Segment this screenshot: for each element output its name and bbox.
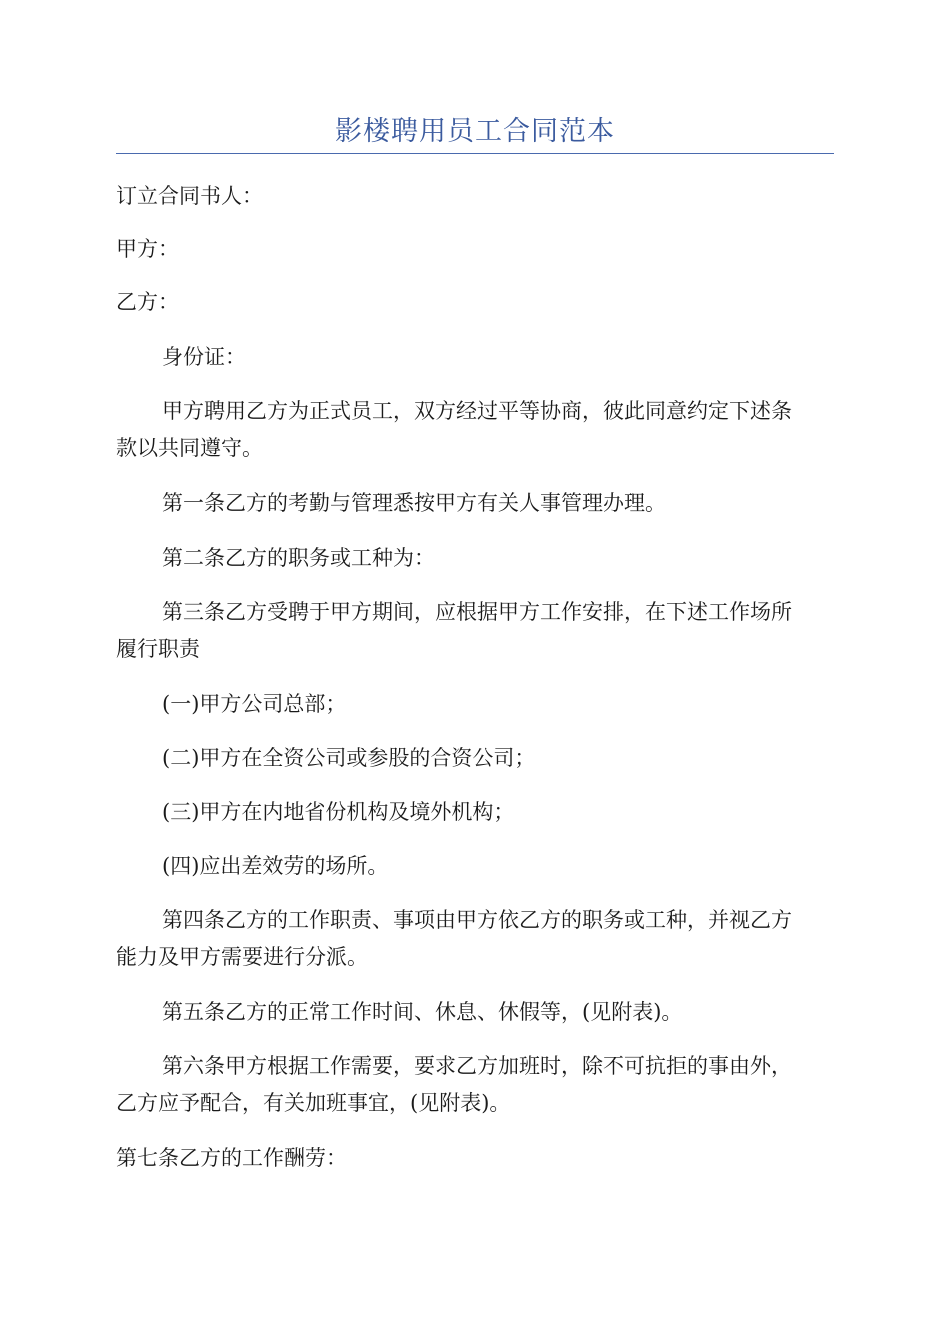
paragraph-line: 第七条乙方的工作酬劳： <box>116 1146 347 1170</box>
paragraph-line: 甲方： <box>116 237 179 261</box>
paragraph-line: 能力及甲方需要进行分派。 <box>116 945 368 969</box>
list-item-3 <box>116 794 836 831</box>
paragraph-article-4 <box>116 902 836 976</box>
paragraph-line: (四)应出差效劳的场所。 <box>162 854 389 878</box>
paragraph-article-1 <box>116 485 836 522</box>
paragraph-line: 第四条乙方的工作职责、事项由甲方依乙方的职务或工种，并视乙方 <box>162 908 792 932</box>
paragraph-line: 第二条乙方的职务或工种为： <box>162 546 435 570</box>
paragraph-article-3 <box>116 594 836 668</box>
paragraph-line: (一)甲方公司总部； <box>162 692 347 716</box>
paragraph-line: 订立合同书人： <box>116 184 263 208</box>
document-title: 影楼聘用员工合同范本 <box>335 116 615 147</box>
paragraph-article-6 <box>116 1048 836 1122</box>
list-item-1 <box>116 686 836 723</box>
paragraph-line: (二)甲方在全资公司或参股的合资公司； <box>162 746 536 770</box>
paragraph-preamble <box>116 393 836 467</box>
list-item-2 <box>116 740 836 777</box>
paragraph-line: 身份证： <box>162 345 246 369</box>
title-underline <box>116 153 834 154</box>
paragraph-line: 第三条乙方受聘于甲方期间，应根据甲方工作安排，在下述工作场所 <box>162 600 792 624</box>
paragraph-article-7 <box>116 1140 836 1177</box>
paragraph-line: 乙方： <box>116 290 179 314</box>
paragraph-contract-parties <box>116 178 836 215</box>
paragraph-line: 乙方应予配合，有关加班事宜，(见附表)。 <box>116 1091 511 1115</box>
paragraph-party-b <box>116 284 836 321</box>
paragraph-article-5 <box>116 994 836 1031</box>
paragraph-line: (三)甲方在内地省份机构及境外机构； <box>162 800 515 824</box>
paragraph-party-a <box>116 231 836 268</box>
paragraph-line: 甲方聘用乙方为正式员工，双方经过平等协商，彼此同意约定下述条 <box>162 399 792 423</box>
paragraph-id-card <box>116 339 836 376</box>
paragraph-line: 款以共同遵守。 <box>116 436 263 460</box>
paragraph-line: 履行职责 <box>116 637 200 661</box>
paragraph-line: 第一条乙方的考勤与管理悉按甲方有关人事管理办理。 <box>162 491 666 515</box>
list-item-4 <box>116 848 836 885</box>
paragraph-line: 第五条乙方的正常工作时间、休息、休假等，(见附表)。 <box>162 1000 683 1024</box>
paragraph-article-2 <box>116 540 836 577</box>
paragraph-line: 第六条甲方根据工作需要，要求乙方加班时，除不可抗拒的事由外， <box>162 1054 792 1078</box>
